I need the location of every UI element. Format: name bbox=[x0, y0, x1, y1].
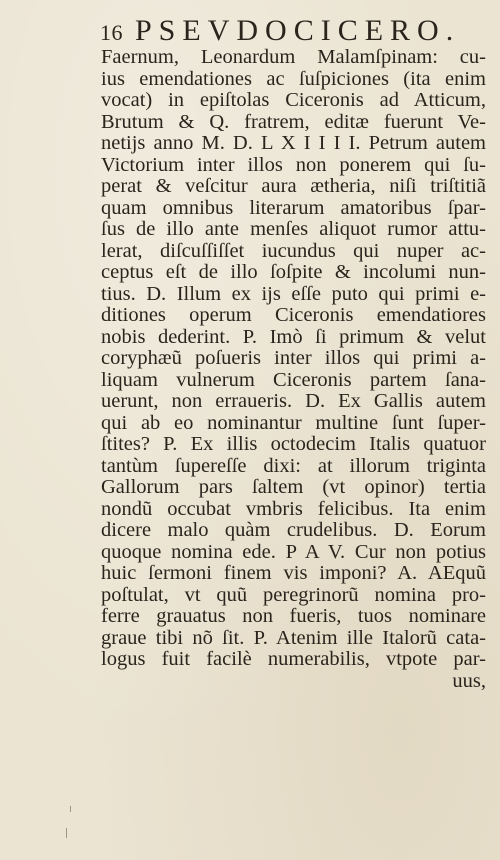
text-line: ceptus eſt de illo ſoſpite & incolumi nun- bbox=[101, 261, 486, 283]
text-line: nondũ occubat vmbris felicibus. Ita enim bbox=[101, 497, 486, 520]
text-line: liquam vulnerum Ciceronis partem ſana- bbox=[101, 368, 486, 391]
text-line: dicere malo quàm crudelibus. D. Eorum bbox=[101, 519, 486, 541]
text-line: Gallorum pars ſaltem (vt opinor) tertia bbox=[101, 476, 486, 498]
catchword: uus, bbox=[452, 669, 486, 692]
text-line: huic ſermoni finem vis imponi? A. AEquũ bbox=[101, 562, 486, 584]
text-line: netijs anno M. D. L X I I I I. Petrum autem bbox=[101, 132, 486, 154]
text-line: logus fuit facilè numerabilis, vtpote par- bbox=[101, 648, 486, 670]
text-line: tantùm ſupereſſe dixi: at illorum triginta bbox=[101, 454, 486, 477]
body-text bbox=[101, 47, 486, 692]
text-line: Faernum, Leonardum Malamſpinam: cu- bbox=[101, 46, 486, 68]
text-line: ſtites? P. Ex illis octodecim Italis quatuor bbox=[101, 433, 486, 455]
page-edge-mark bbox=[70, 806, 71, 812]
text-line: graue tibi nõ ſit. P. Atenim ille Italorũ cata- bbox=[101, 626, 486, 649]
text-line: ſus de illo ante menſes aliquot rumor attu- bbox=[101, 218, 486, 240]
text-line: Victorium inter illos non ponerem qui ſu- bbox=[101, 153, 486, 176]
text-line: lerat, diſcuſſiſſet iucundus qui nuper ac- bbox=[101, 239, 486, 262]
text-line: perat & veſcitur aura ætheria, niſi triſtitiã bbox=[101, 175, 486, 197]
text-line: ferre grauatus non fueris, tuos nominare bbox=[101, 605, 486, 627]
text-line: nobis dederint. P. Imò ſi primum & velut bbox=[101, 325, 486, 348]
text-line: ditiones operum Ciceronis emendatiores bbox=[101, 304, 486, 326]
page-edge-mark bbox=[66, 828, 67, 838]
page-header bbox=[100, 14, 492, 48]
text-line: poſtulat, vt quũ peregrinorũ nomina pro- bbox=[101, 583, 486, 606]
text-line: vocat) in epiſtolas Ciceronis ad Atticum, bbox=[101, 89, 486, 111]
text-line: Brutum & Q. fratrem, editæ fuerunt Ve- bbox=[101, 110, 486, 133]
text-line: uerunt, non erraueris. D. Ex Gallis autem bbox=[101, 390, 486, 412]
text-line: coryphæũ poſueris inter illos qui primi a- bbox=[101, 347, 486, 369]
text-line: tius. D. Illum ex ijs eſſe puto qui primi e- bbox=[101, 282, 486, 305]
text-line: ius emendationes ac ſuſpiciones (ita enim bbox=[101, 67, 486, 90]
page-number: 16 bbox=[100, 20, 123, 45]
text-line: quam omnibus literarum amatoribus ſpar- bbox=[101, 196, 486, 219]
text-line: quoque nomina ede. P A V. Cur non potius bbox=[101, 540, 486, 563]
text-line: qui ab eo nominantur multine ſunt ſuper- bbox=[101, 411, 486, 434]
running-title: PSEVDOCICERO. bbox=[135, 14, 461, 47]
